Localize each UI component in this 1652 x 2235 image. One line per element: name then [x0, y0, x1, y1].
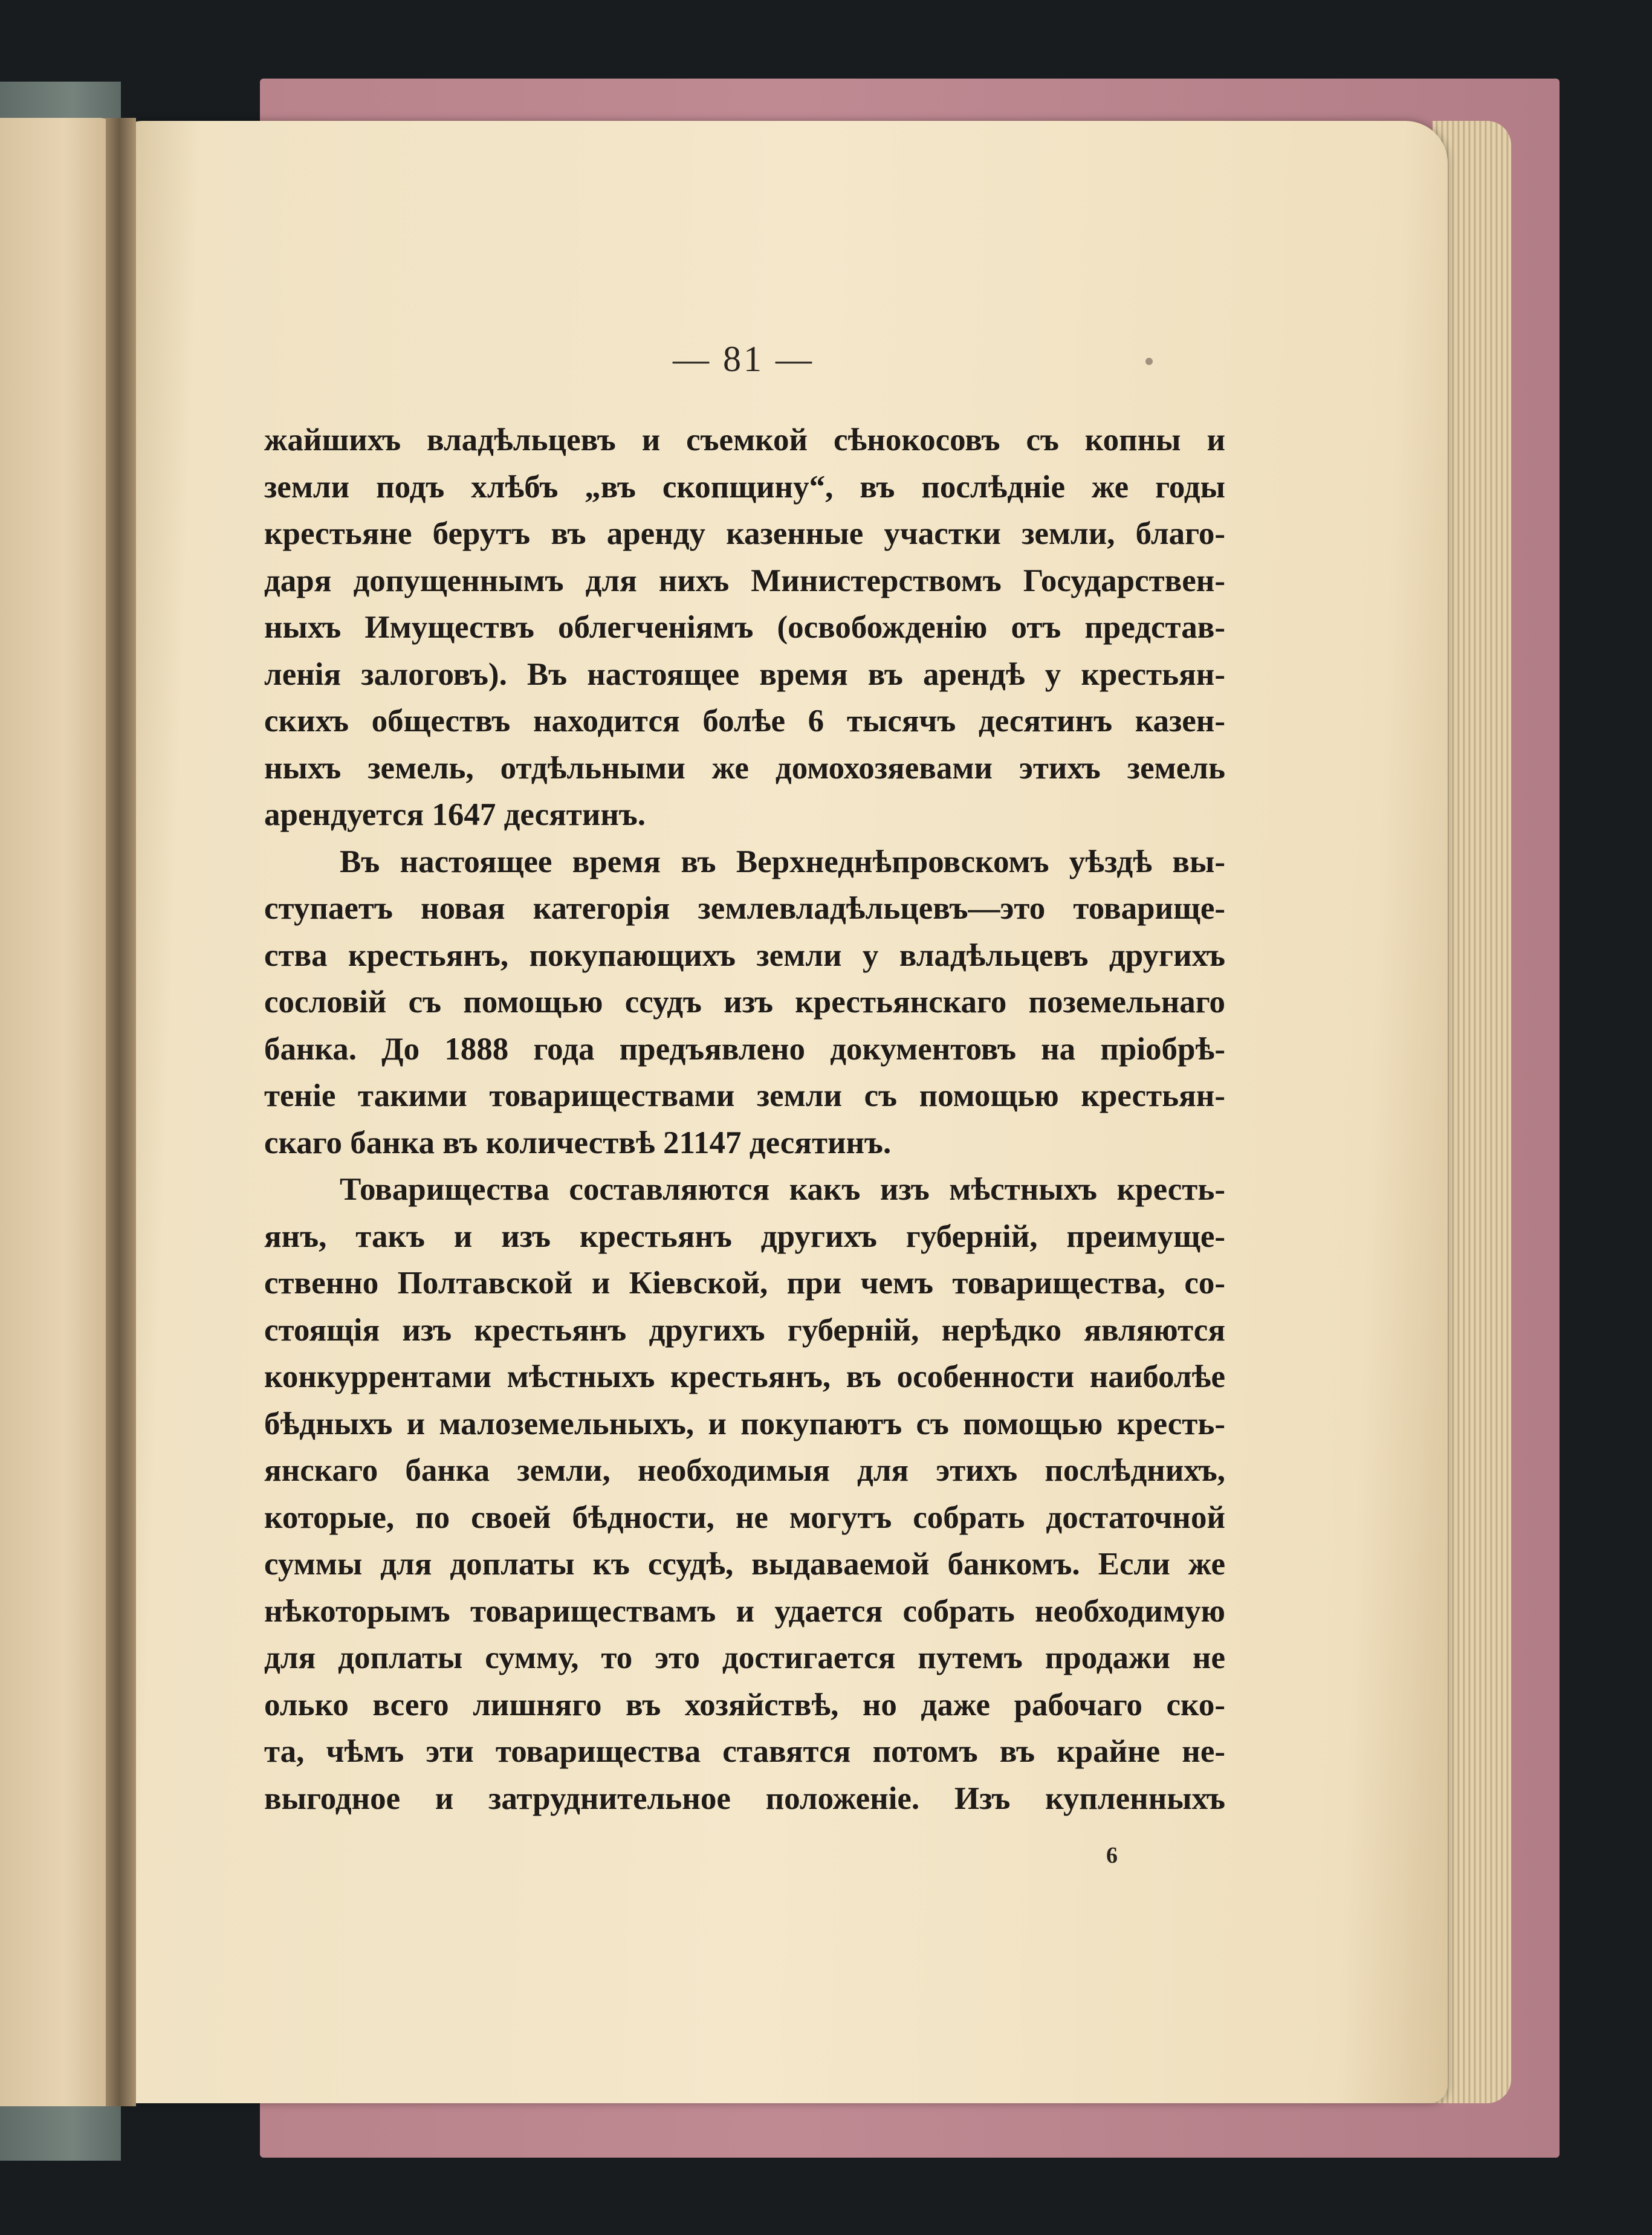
text-line: ныхъ земель, отдѣльными же домохозяевами этихъ земель — [264, 750, 1225, 786]
signature-mark: 6 — [1106, 1843, 1118, 1868]
previous-page-edge — [0, 118, 118, 2106]
text-line: янъ, такъ и изъ крестьянъ другихъ губерній, преимуще- — [264, 1218, 1225, 1254]
text-line: янскаго банка земли, необходимыя для этихъ послѣднихъ, — [264, 1453, 1225, 1488]
text-line: Товарищества составляются какъ изъ мѣстныхъ кресть- — [340, 1172, 1225, 1207]
text-line: скаго банка въ количествѣ 21147 десятинъ. — [264, 1125, 892, 1160]
text-line: олько всего лишняго въ хозяйствѣ, но даже рабочаго ско- — [264, 1687, 1225, 1722]
ink-speck — [1145, 358, 1153, 365]
page-number: — 81 — — [673, 339, 814, 379]
text-line: та, чѣмъ эти товарищества ставятся потомъ въ крайне не- — [264, 1734, 1225, 1769]
text-line: скихъ обществъ находится болѣе 6 тысячъ десятинъ казен- — [264, 703, 1225, 739]
text-line: ступаетъ новая категорія землевладѣльцевъ—это товарище- — [264, 891, 1225, 926]
page-body-text — [264, 417, 1225, 1822]
text-line: которые, по своей бѣдности, не могутъ собрать достаточной — [264, 1499, 1225, 1535]
text-line: конкуррентами мѣстныхъ крестьянъ, въ особенности наиболѣе — [264, 1359, 1225, 1394]
text-line: Въ настоящее время въ Верхнеднѣпровскомъ уѣздѣ вы- — [340, 844, 1225, 879]
text-line: суммы для доплаты къ ссудѣ, выдаваемой банкомъ. Если же — [264, 1547, 1225, 1582]
text-line: нѣкоторымъ товариществамъ и удается собрать необходимую — [264, 1593, 1225, 1629]
text-line: банка. До 1888 года предъявлено документовъ на пріобрѣ- — [264, 1031, 1225, 1067]
text-line: для доплаты сумму, то это достигается путемъ продажи не — [264, 1640, 1225, 1675]
text-line: ныхъ Имуществъ облегченіямъ (освобожденію отъ представ- — [264, 610, 1225, 645]
text-line: земли подъ хлѣбъ „въ скопщину“, въ послѣдніе же годы — [264, 469, 1225, 505]
text-line: теніе такими товариществами земли съ помощью крестьян- — [264, 1078, 1225, 1113]
text-line: крестьяне берутъ въ аренду казенные участки земли, благо- — [264, 516, 1225, 551]
text-line: сословій съ помощью ссудъ изъ крестьянскаго поземельнаго — [264, 985, 1225, 1020]
text-line: ленія залоговъ). Въ настоящее время въ арендѣ у крестьян- — [264, 656, 1225, 692]
text-line: выгодное и затруднительное положеніе. Изъ купленныхъ — [264, 1781, 1225, 1816]
text-line: ства крестьянъ, покупающихъ земли у владѣльцевъ другихъ — [264, 937, 1225, 973]
text-line: стоящія изъ крестьянъ другихъ губерній, нерѣдко являются — [264, 1312, 1225, 1348]
text-line: арендуется 1647 десятинъ. — [264, 797, 646, 832]
text-line: бѣдныхъ и малоземельныхъ, и покупаютъ съ помощью кресть- — [264, 1406, 1225, 1441]
text-line: даря допущеннымъ для нихъ Министерствомъ Государствен- — [264, 563, 1225, 598]
text-line: жайшихъ владѣльцевъ и съемкой сѣнокосовъ съ копны и — [264, 422, 1225, 458]
text-line: ственно Полтавской и Кіевской, при чемъ товарищества, со- — [264, 1266, 1225, 1301]
book-gutter — [106, 118, 136, 2106]
